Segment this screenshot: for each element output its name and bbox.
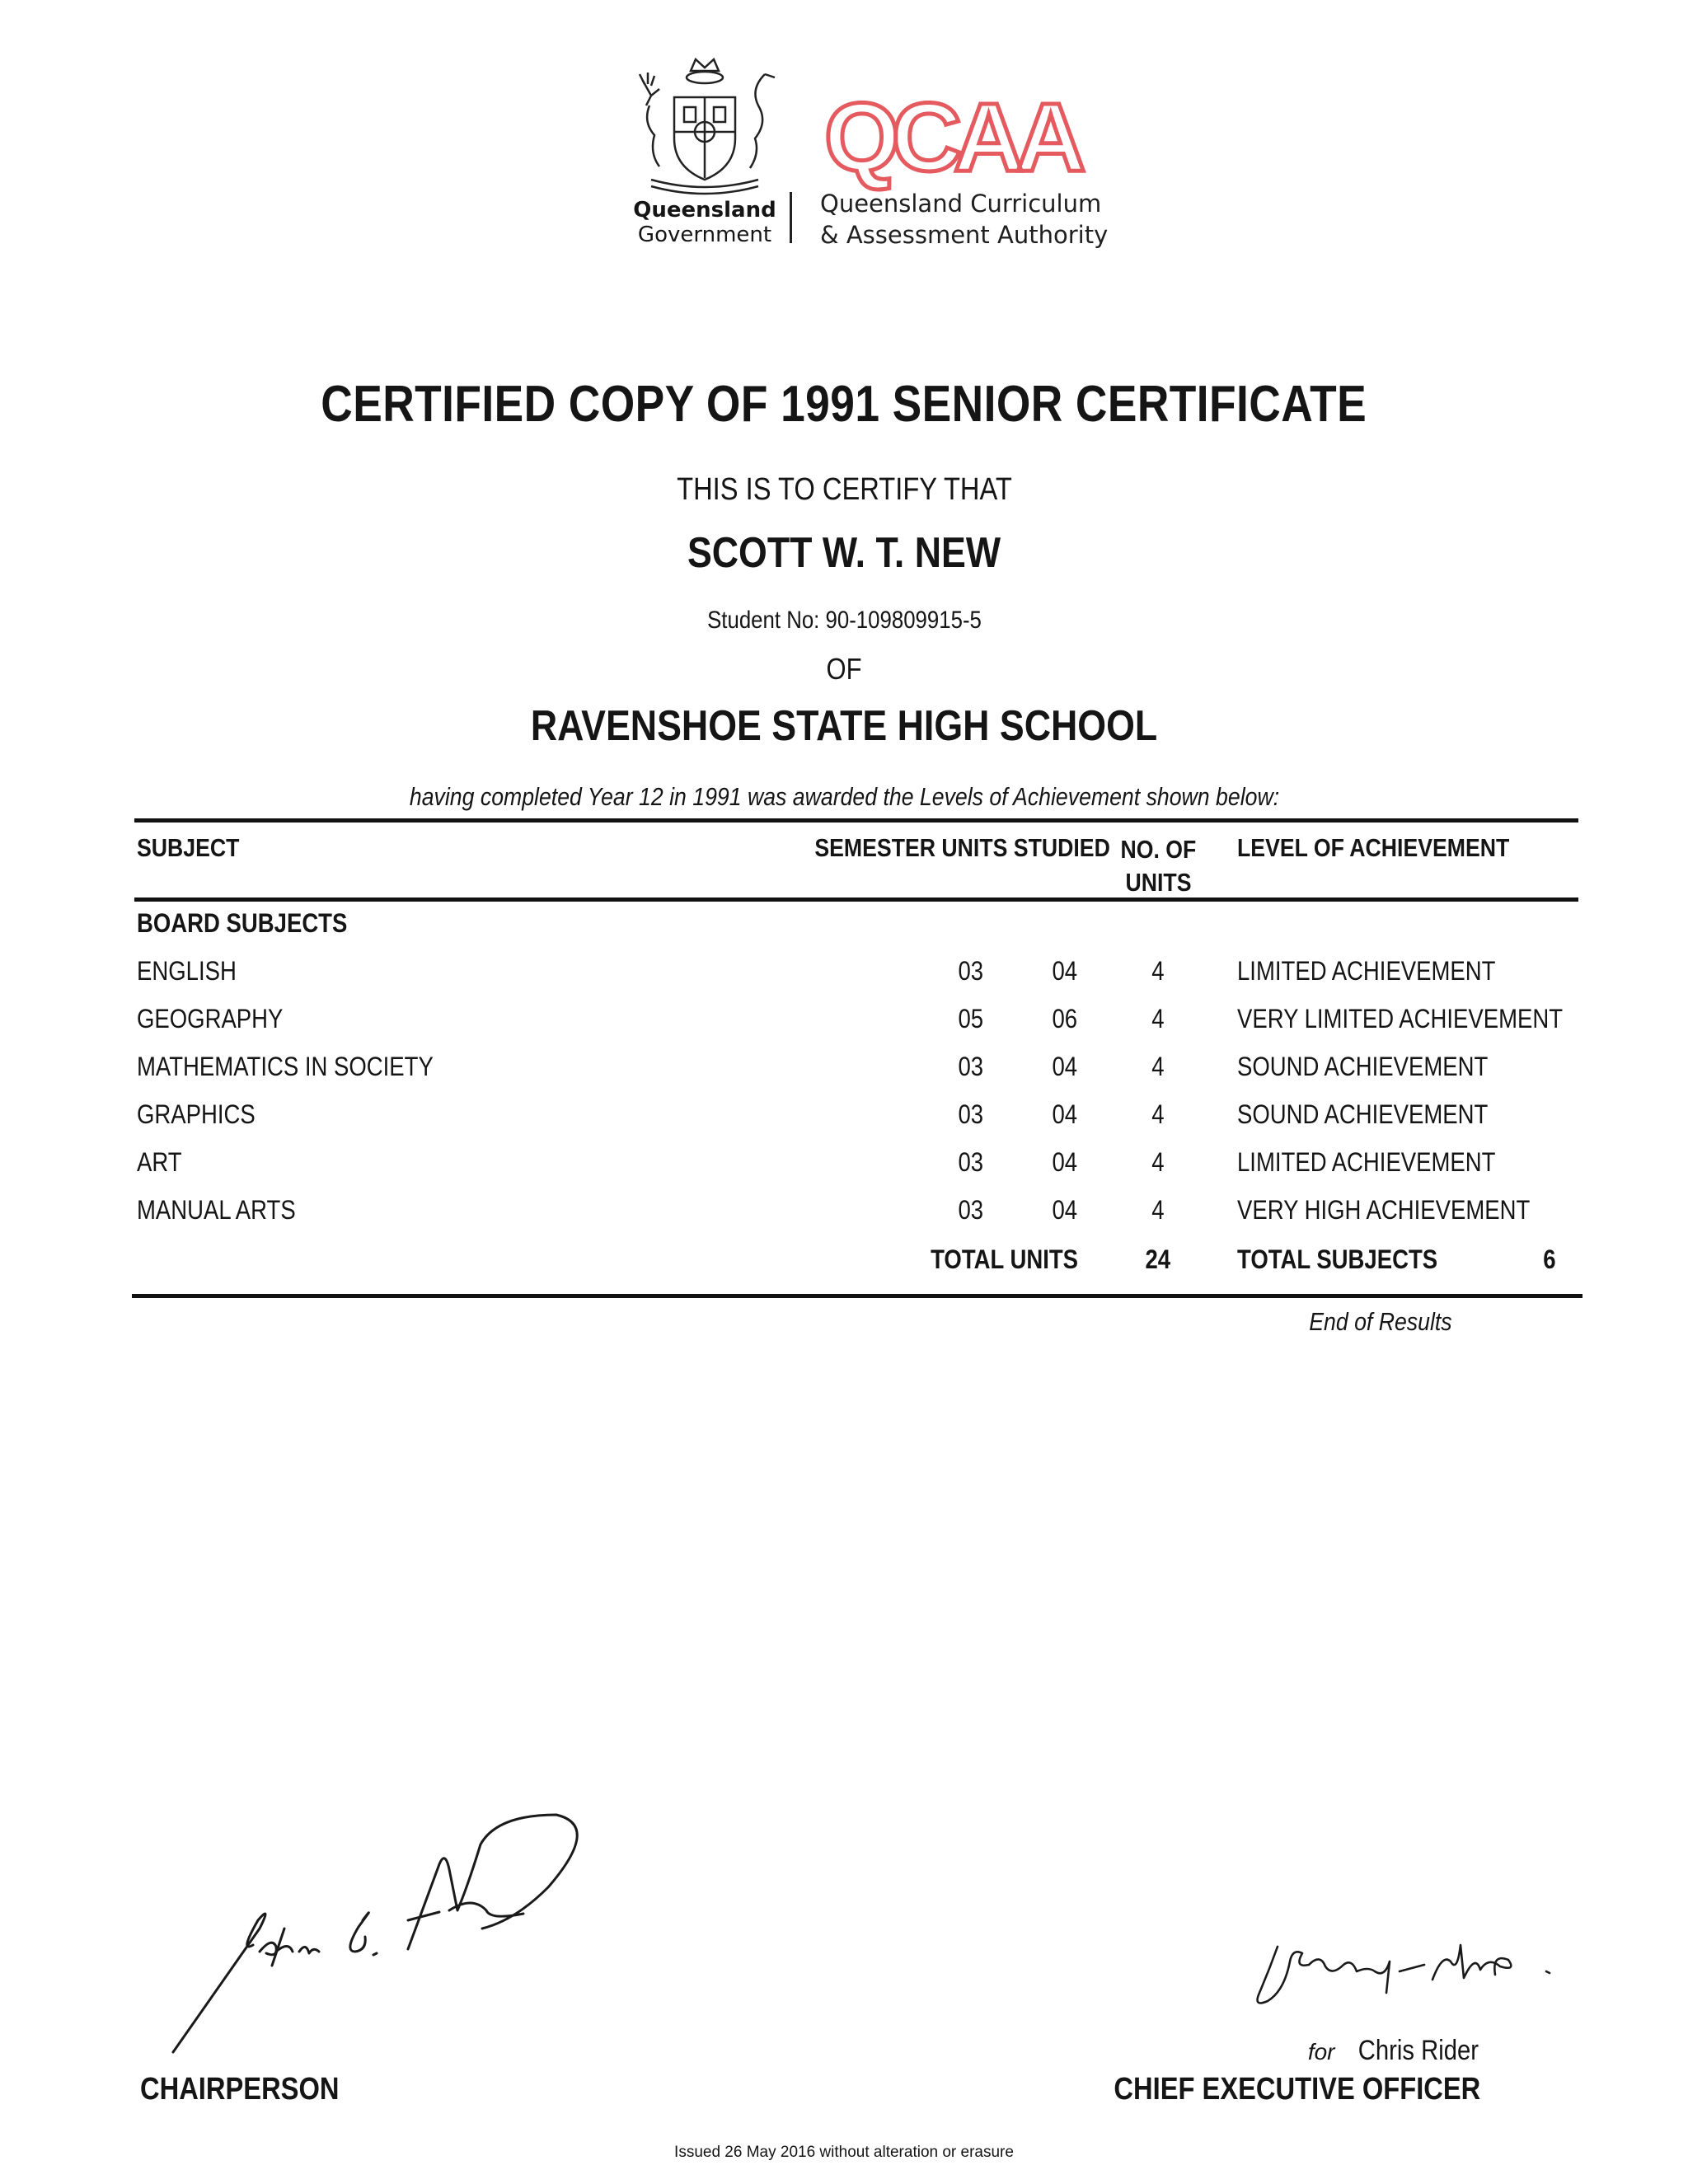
row-subject: ENGLISH — [137, 956, 237, 986]
qcaa-line2: & Assessment Authority — [820, 221, 1109, 249]
header-semester: SEMESTER UNITS STUDIED — [814, 833, 1110, 862]
row-sem1: 03 — [958, 956, 984, 986]
queensland-government-wordmark — [602, 198, 808, 247]
logo-divider — [790, 192, 792, 243]
ceo-name: Chris Rider — [1357, 2035, 1479, 2066]
ceo-role: CHIEF EXECUTIVE OFFICER — [1114, 2072, 1480, 2107]
total-subjects-value: 6 — [1543, 1244, 1556, 1274]
ceo-name-line — [1071, 2035, 1479, 2067]
row-subject: GRAPHICS — [137, 1099, 256, 1129]
student-name: SCOTT W. T. NEW — [687, 529, 1001, 577]
total-units-label: TOTAL UNITS — [931, 1244, 1078, 1274]
queensland-coat-of-arms-icon — [626, 56, 783, 200]
row-units: 4 — [1151, 956, 1165, 986]
row-sem1: 03 — [958, 1052, 984, 1081]
row-level: SOUND ACHIEVEMENT — [1237, 1099, 1489, 1129]
gov-line2: Government — [637, 223, 772, 247]
chairperson-signature — [161, 1805, 606, 2073]
chairperson-role: CHAIRPERSON — [140, 2072, 340, 2107]
for-label: for — [1307, 2039, 1335, 2064]
student-number: Student No: 90-109809915-5 — [706, 607, 982, 634]
table-header-rule — [134, 898, 1578, 902]
row-units: 4 — [1151, 1099, 1165, 1129]
row-subject: GEOGRAPHY — [137, 1004, 284, 1033]
row-sem2: 04 — [1052, 1195, 1078, 1225]
row-units: 4 — [1151, 1147, 1165, 1177]
row-units: 4 — [1151, 1004, 1165, 1033]
row-sem1: 05 — [958, 1004, 984, 1033]
issued-note: Issued 26 May 2016 without alteration or erasure — [674, 2144, 1014, 2161]
row-subject: MANUAL ARTS — [137, 1195, 296, 1225]
row-units: 4 — [1151, 1195, 1165, 1225]
row-subject: ART — [137, 1147, 182, 1177]
row-level: SOUND ACHIEVEMENT — [1237, 1052, 1489, 1081]
row-level: LIMITED ACHIEVEMENT — [1237, 956, 1496, 986]
row-sem2: 06 — [1052, 1004, 1078, 1033]
qcaa-logo: QCAA — [824, 83, 1078, 192]
ceo-signature — [1245, 1929, 1558, 2023]
row-subject: MATHEMATICS IN SOCIETY — [137, 1052, 434, 1081]
certificate-title: CERTIFIED COPY OF 1991 SENIOR CERTIFICATE — [321, 376, 1367, 433]
table-bottom-rule — [132, 1294, 1582, 1298]
header-units: NO. OF UNITS — [1120, 835, 1196, 897]
row-sem2: 04 — [1052, 1147, 1078, 1177]
certify-text: THIS IS TO CERTIFY THAT — [676, 472, 1012, 507]
end-of-results: End of Results — [1309, 1307, 1452, 1336]
row-sem1: 03 — [958, 1147, 984, 1177]
of-text: OF — [826, 652, 862, 686]
row-sem2: 04 — [1052, 1099, 1078, 1129]
total-subjects-label: TOTAL SUBJECTS — [1237, 1244, 1438, 1274]
row-sem2: 04 — [1052, 956, 1078, 986]
row-sem2: 04 — [1052, 1052, 1078, 1081]
row-level: LIMITED ACHIEVEMENT — [1237, 1147, 1496, 1177]
table-top-rule — [134, 818, 1578, 823]
row-sem1: 03 — [958, 1195, 984, 1225]
qcaa-name — [820, 188, 1108, 251]
row-sem1: 03 — [958, 1099, 984, 1129]
gov-line1: Queensland — [633, 198, 776, 223]
header-level: LEVEL OF ACHIEVEMENT — [1237, 833, 1510, 862]
group-label: BOARD SUBJECTS — [137, 908, 348, 938]
total-units-value: 24 — [1145, 1244, 1171, 1274]
row-units: 4 — [1151, 1052, 1165, 1081]
intro-text: having completed Year 12 in 1991 was awarded the Levels of Achievement shown below: — [409, 782, 1279, 811]
row-level: VERY HIGH ACHIEVEMENT — [1237, 1195, 1531, 1225]
header-subject: SUBJECT — [137, 833, 240, 862]
qcaa-line1: Queensland Curriculum — [820, 190, 1102, 218]
row-level: VERY LIMITED ACHIEVEMENT — [1237, 1004, 1564, 1033]
school-name: RAVENSHOE STATE HIGH SCHOOL — [530, 702, 1158, 750]
